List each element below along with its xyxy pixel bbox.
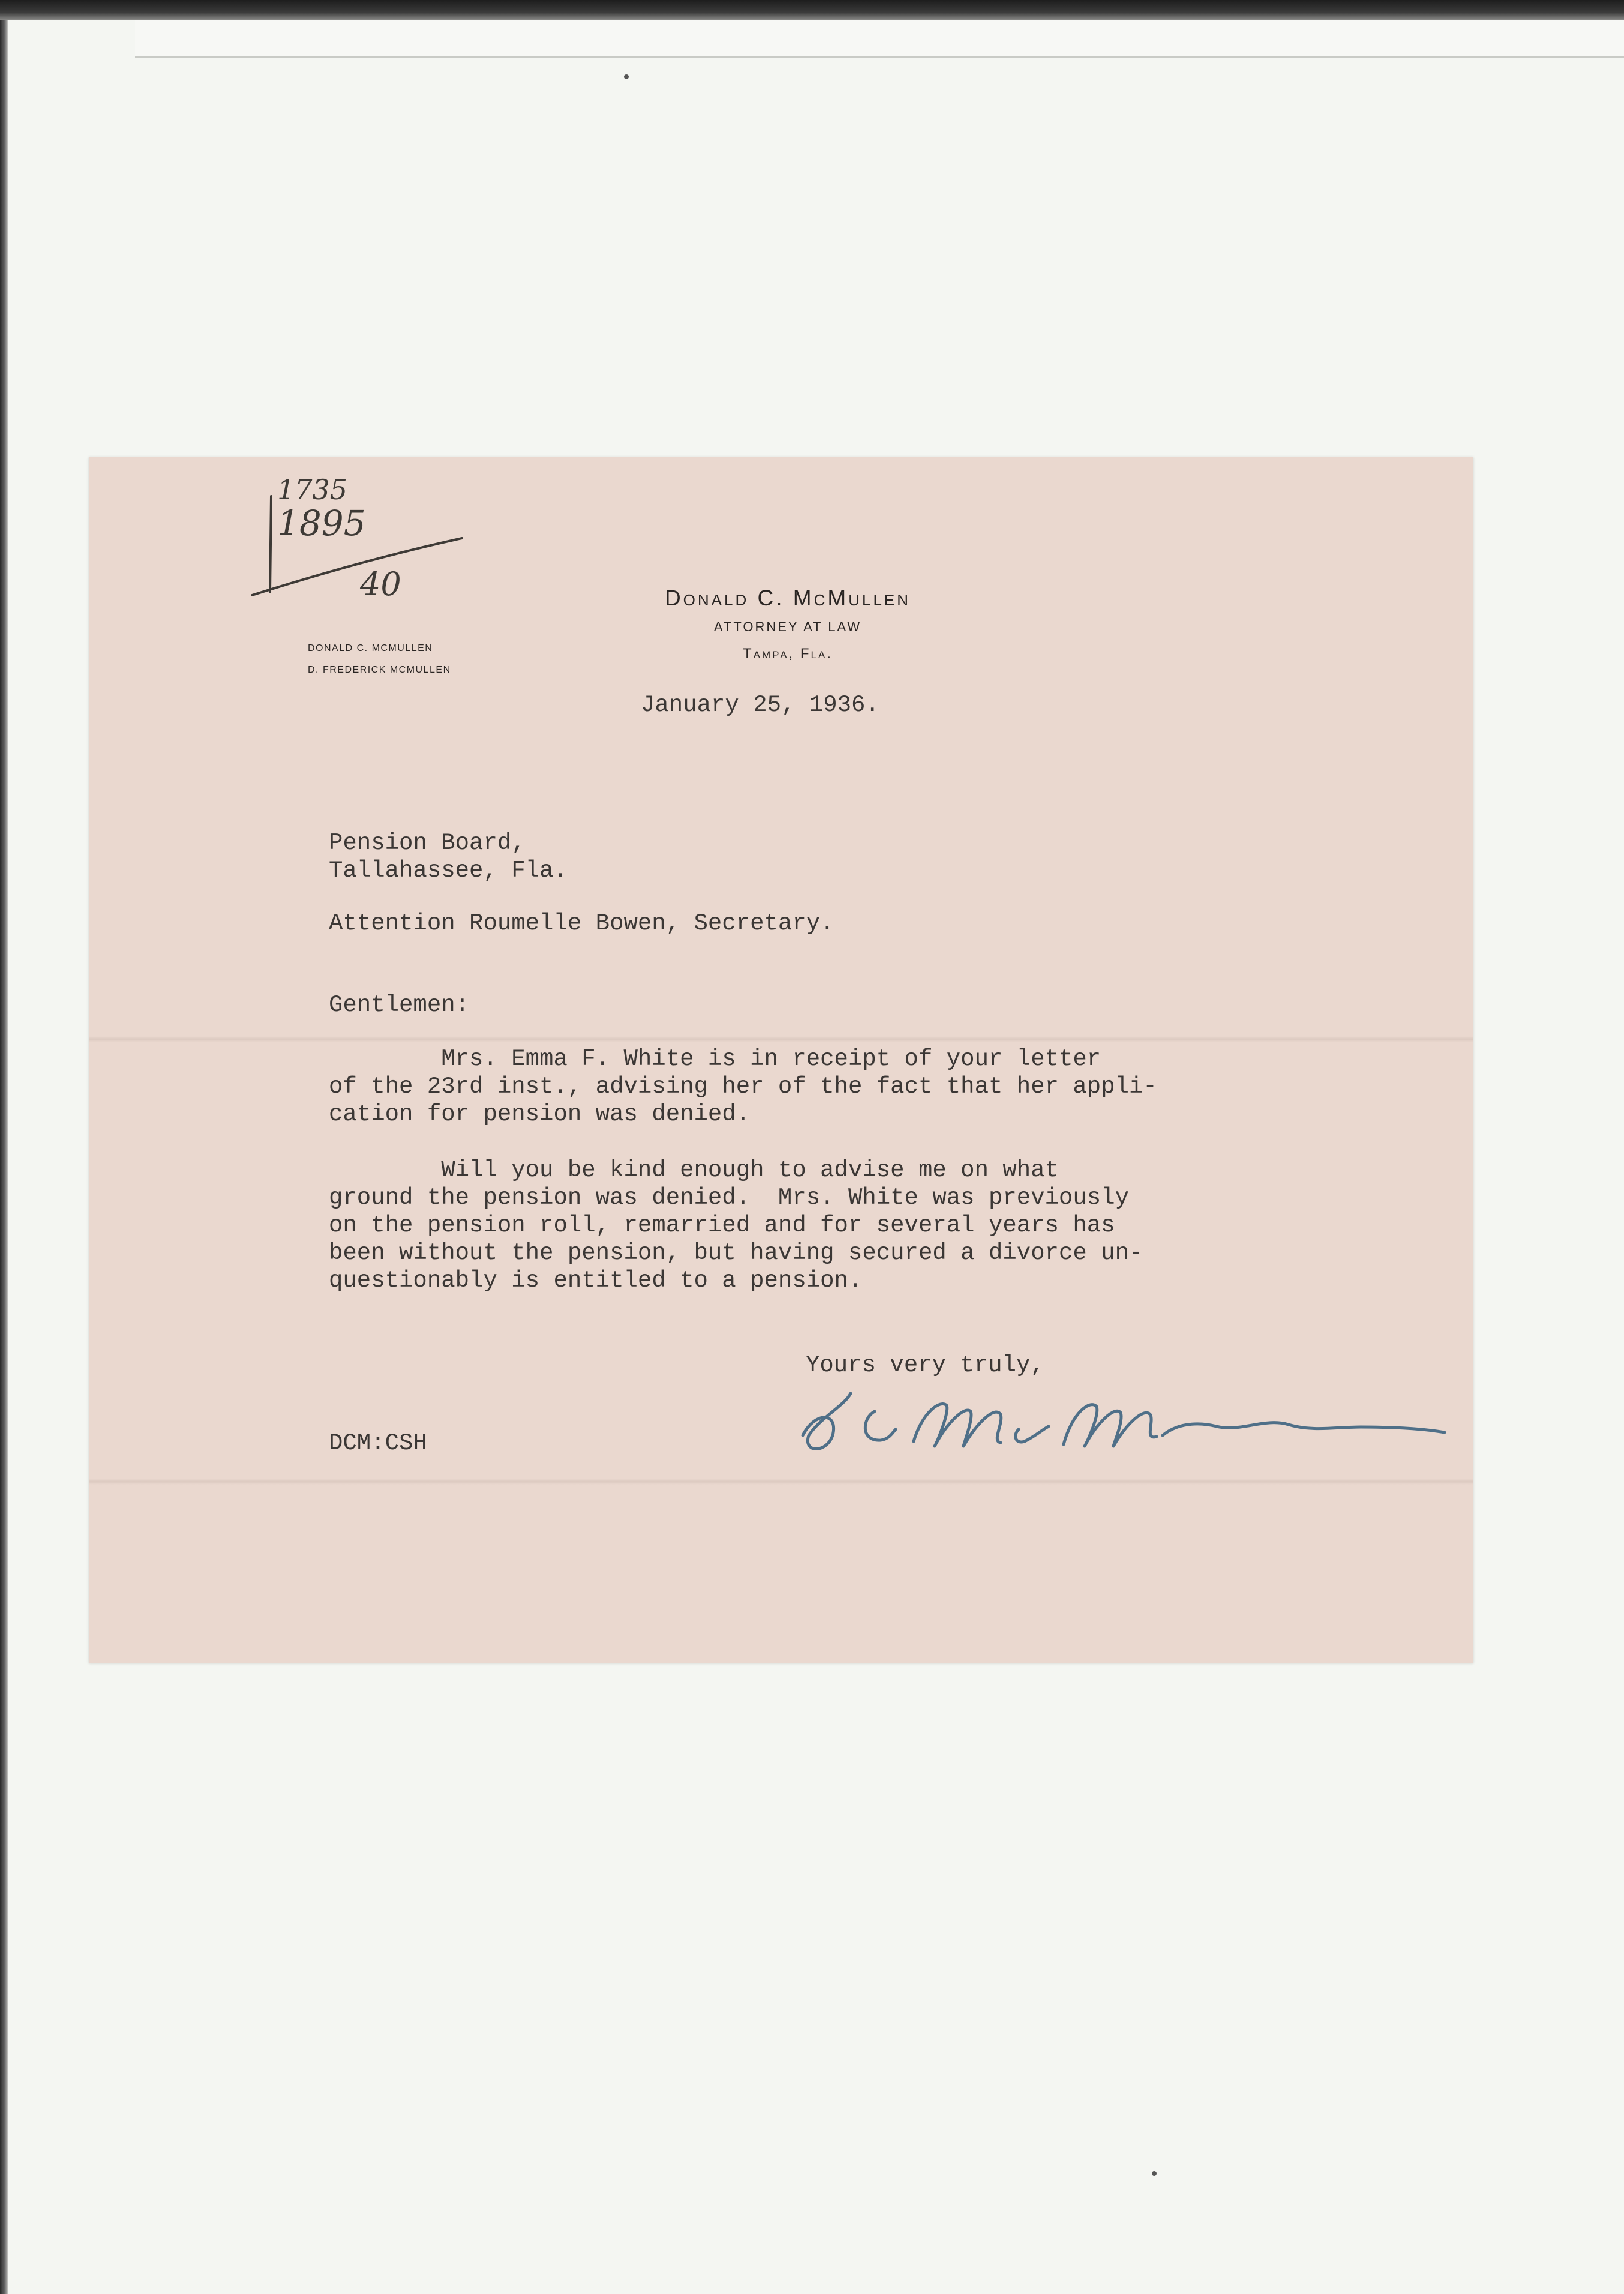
mount-dot [624, 74, 629, 79]
paragraph-1-line: cation for pension was denied. [329, 1101, 751, 1127]
letterhead-city: Tampa, Fla. [742, 646, 833, 662]
paragraph-2-line: Will you be kind enough to advise me on what [329, 1157, 1059, 1183]
mount-strip [135, 20, 1624, 58]
recipient-line: Pension Board, [329, 830, 526, 856]
pencil-line-2: 1895 [277, 503, 366, 544]
letterhead-partner: D. FREDERICK MCMULLEN [308, 665, 451, 675]
signature [785, 1369, 1457, 1471]
fold-line [89, 1036, 1473, 1042]
scan-edge-top [0, 0, 1624, 20]
pencil-notation [246, 469, 558, 613]
letterhead-name: Donald C. McMullen [664, 586, 911, 610]
scan-edge-left [0, 0, 8, 2294]
salutation: Gentlemen: [329, 992, 470, 1018]
pencil-line-1: 1735 [277, 473, 348, 506]
paragraph-2-line: questionably is entitled to a pension. [329, 1267, 863, 1294]
closing: Yours very truly, [806, 1352, 1044, 1378]
attention-line: Attention Roumelle Bowen, Secretary. [329, 910, 834, 937]
paragraph-2-line: on the pension roll, remarried and for several years has [329, 1212, 1115, 1239]
pencil-line-3: 40 [360, 565, 401, 603]
letterhead-partner: DONALD C. MCMULLEN [308, 643, 433, 653]
paragraph-2-line: been without the pension, but having secured a divorce un- [329, 1240, 1143, 1266]
letter-sheet [89, 457, 1473, 1663]
paragraph-2-line: ground the pension was denied. Mrs. White was previously [329, 1185, 1130, 1211]
fold-line [89, 1479, 1473, 1485]
letter-date: January 25, 1936. [641, 692, 879, 718]
reference-initials: DCM:CSH [329, 1430, 427, 1456]
letterhead-title: ATTORNEY AT LAW [713, 619, 862, 634]
paragraph-1-line: of the 23rd inst., advising her of the fact that her appli- [329, 1073, 1157, 1100]
recipient-line: Tallahassee, Fla. [329, 857, 568, 884]
mount-dot [1152, 2171, 1157, 2176]
paragraph-1-line: Mrs. Emma F. White is in receipt of your letter [329, 1046, 1101, 1072]
